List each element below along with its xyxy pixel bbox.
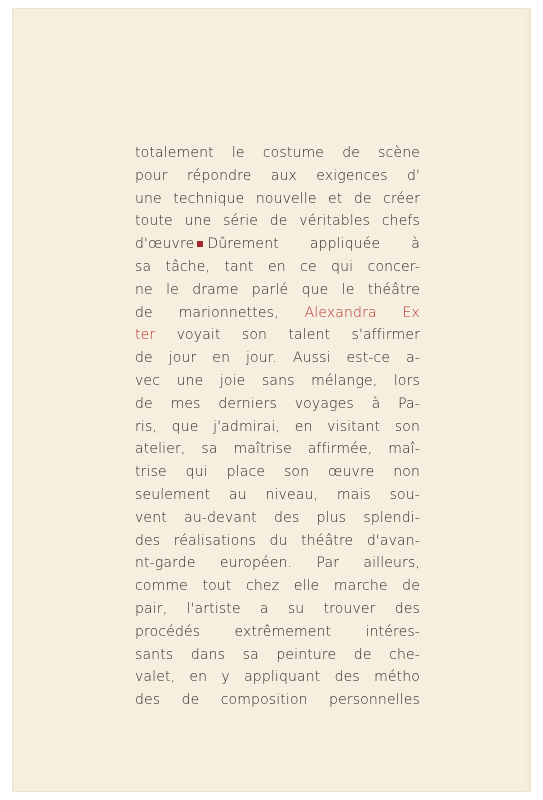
text-line: des réalisations du théâtre d'avan- [135, 532, 420, 549]
text-line [135, 302, 420, 325]
paragraph-marker-icon [197, 241, 203, 247]
text-line: atelier, sa maîtrise affirmée, maî- [135, 441, 420, 458]
text-line: vec une joie sans mélange, lors [135, 372, 420, 389]
text-fragment: de marionnettes, [135, 304, 279, 321]
text-line: valet, en y appliquant des métho [135, 669, 420, 686]
text-line: procédés extrêmement intéres- [135, 623, 420, 640]
text-line: des de composition personnelles [135, 692, 420, 709]
text-line [135, 233, 420, 256]
text-line: ris, que j'admirai, en visitant son [135, 418, 420, 435]
text-line: toute une série de véritables chefs [135, 213, 420, 230]
text-line: de jour en jour. Aussi est-ce a- [135, 350, 420, 367]
text-line: de mes derniers voyages à Pa- [135, 395, 420, 412]
text-line: pour répondre aux exigences d' [135, 167, 420, 184]
text-line: trise qui place son œuvre non [135, 464, 420, 481]
text-fragment: voyait son talent s'affirmer [176, 327, 420, 344]
text-line: sa tâche, tant en ce qui concer- [135, 258, 420, 275]
text-line: sants dans sa peinture de che- [135, 646, 420, 663]
artist-name-highlight: Alexandra Ex [304, 304, 420, 321]
text-line: seulement au niveau, mais sou- [135, 486, 420, 503]
text-line: pair, l'artiste a su trouver des [135, 600, 420, 617]
body-text [135, 142, 420, 712]
book-page [12, 8, 531, 792]
text-line: ne le drame parlé que le théâtre [135, 281, 420, 298]
text-line [135, 324, 420, 347]
text-line: nt-garde européen. Par ailleurs, [135, 555, 420, 572]
text-line: totalement le costume de scène [135, 145, 420, 161]
artist-name-highlight: ter [135, 327, 156, 344]
text-fragment: Dûrement appliquée à [207, 236, 420, 253]
text-line: une technique nouvelle et de créer [135, 190, 420, 207]
text-line: vent au-devant des plus splendi- [135, 509, 420, 526]
text-line: comme tout chez elle marche de [135, 578, 420, 595]
text-fragment: d'œuvre [135, 236, 195, 253]
